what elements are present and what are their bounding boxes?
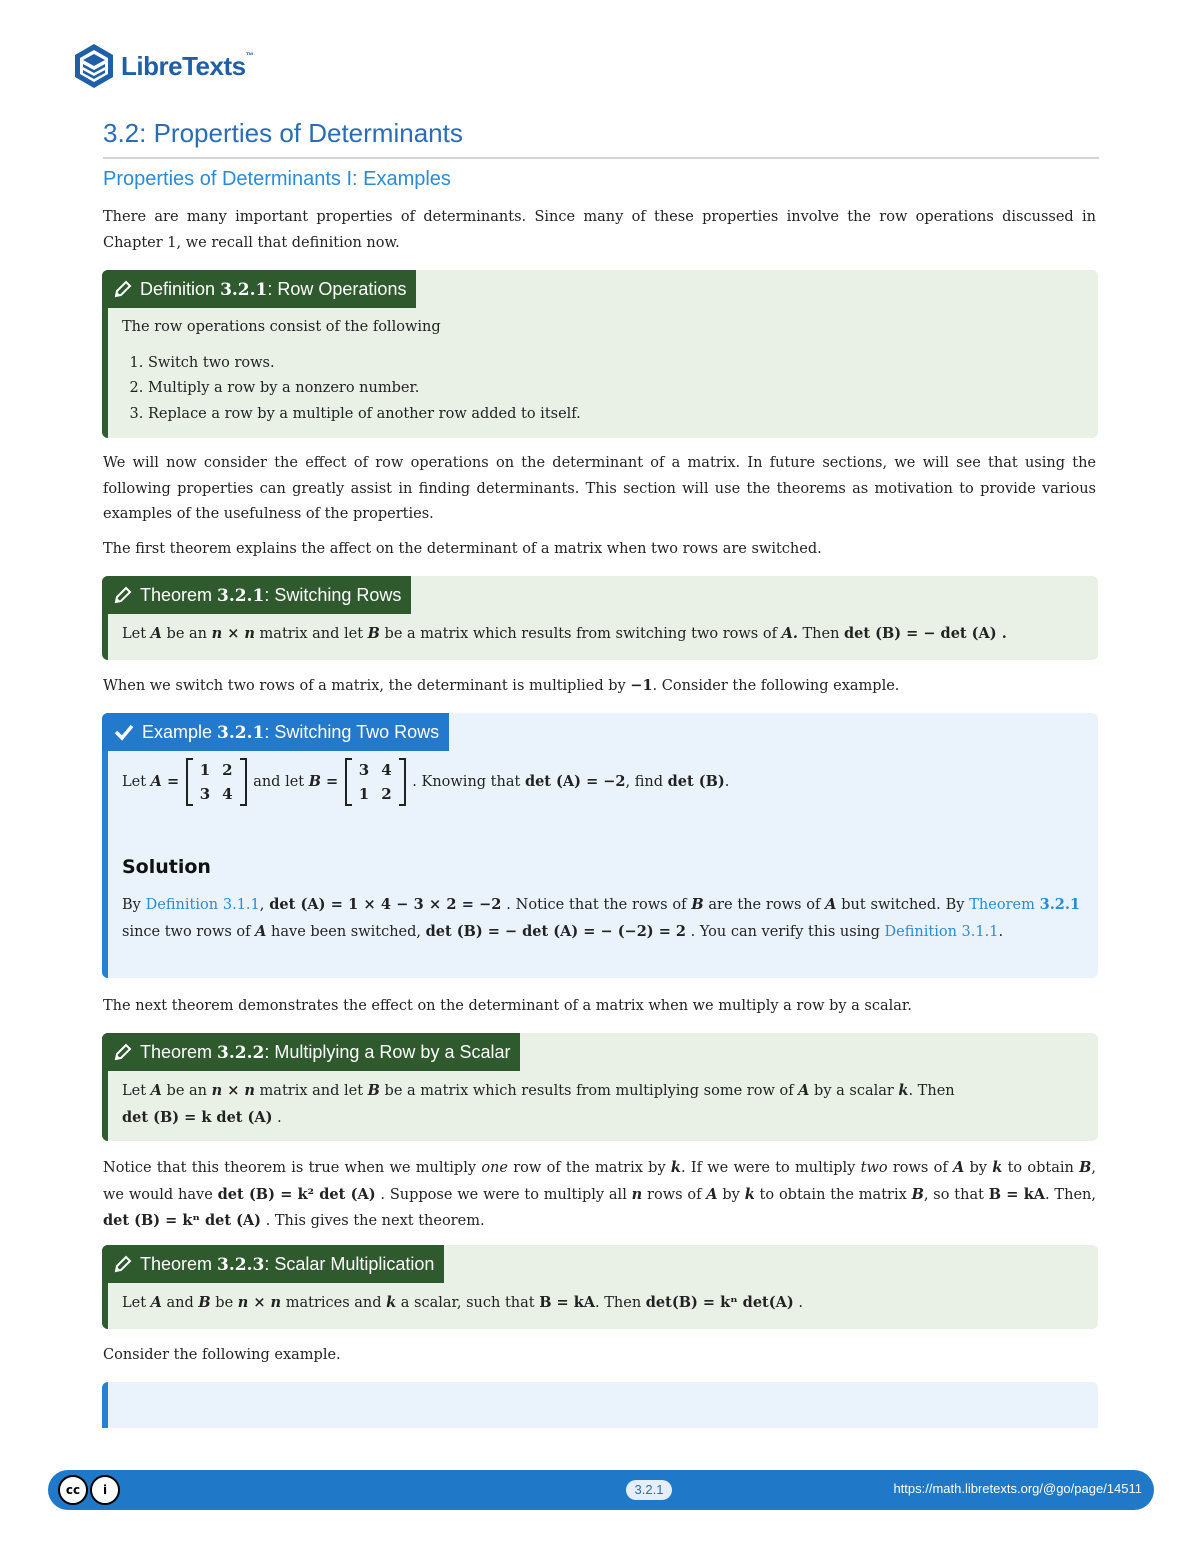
next-theorem-paragraph: The next theorem demonstrates the effect on the determinant of a matrix when we multiply a row by a scalar. — [103, 998, 912, 1014]
example-3-2-1-box — [102, 713, 1098, 978]
solution-title: Solution — [122, 856, 211, 878]
theorem-3-2-1-body: Let A be an n × n matrix and let B be a matrix which results from switching two rows of A. Then det (B) = − det (A) . — [122, 625, 1007, 642]
creative-commons-icon: cc — [58, 1475, 88, 1505]
definition-body — [122, 315, 1080, 427]
theorem-3-2-3-box — [102, 1245, 1098, 1329]
libretexts-logo-icon — [73, 42, 115, 90]
matrix-a: 1 2 3 4 — [186, 758, 247, 806]
list-item: 1. Switch two rows. — [148, 351, 1080, 377]
section-title: Properties of Determinants I: Examples — [103, 168, 451, 190]
switch-paragraph: When we switch two rows of a matrix, the determinant is multiplied by −1. Consider the following example. — [103, 677, 900, 694]
definition-header: Definition 3.2.1: Row Operations — [102, 270, 416, 308]
page-title: 3.2: Properties of Determinants — [103, 118, 1099, 159]
first-theorem-paragraph: The first theorem explains the affect on the determinant of a matrix when two rows are switched. — [103, 541, 822, 557]
definition-box — [102, 270, 1098, 438]
libretexts-logo[interactable] — [73, 40, 253, 92]
footer-bar — [48, 1470, 1154, 1510]
solution-text: By Definition 3.1.1, det (A) = 1 × 4 − 3 × 2 = −2 . Notice that the rows of B are the rows of A but switched. By Theorem 3.2.1 since two rows of A have been switched, det (B) = − det (A) = − (−2) = 2 . You can verify this using Definition 3.1.1. — [122, 896, 1081, 940]
theorem-3-2-1-link[interactable]: Theorem 3.2.1 — [969, 896, 1081, 913]
theorem-3-2-1-box — [102, 576, 1098, 660]
definition-3-1-1-link-2[interactable]: Definition 3.1.1 — [884, 923, 999, 940]
matrix-b: 3 4 1 2 — [345, 758, 406, 806]
list-item: 2. Multiply a row by a nonzero number. — [148, 376, 1080, 402]
definition-lead: The row operations consist of the following — [122, 319, 441, 335]
consider-paragraph: Consider the following example. — [103, 1347, 341, 1363]
example-3-2-1-header: Example 3.2.1: Switching Two Rows — [102, 713, 449, 751]
example-3-2-1-statement: Let A = 1 2 3 4 and let B = 3 4 1 2 . Knowing that det (A) = −2, find det (B). — [122, 758, 1080, 806]
license-badge[interactable] — [58, 1475, 120, 1505]
effects-paragraph: We will now consider the effect of row operations on the determinant of a matrix. In future sections, we will see that using the following properties can greatly assist in finding determinants. This section will use the theorems as motivation to provide various examples of the usefulness of the properties. — [103, 455, 1096, 522]
pencil-icon — [114, 586, 132, 604]
next-example-box — [102, 1382, 1098, 1428]
pencil-icon — [114, 1043, 132, 1061]
list-item: 3. Replace a row by a multiple of another row added to itself. — [148, 402, 1080, 428]
pencil-icon — [114, 280, 132, 298]
notice-paragraph: Notice that this theorem is true when we multiply one row of the matrix by k. If we were to multiply two rows of A by k to obtain B, we would have det (B) = k² det (A) . Suppose we were to multiply all n rows of A by k to obtain the matrix B, so that B = kA. Then, det (B) = kⁿ det (A) . This gives the next theorem. — [103, 1159, 1097, 1229]
theorem-3-2-2-box — [102, 1033, 1098, 1141]
logo-text: LibreTexts™ — [121, 50, 254, 81]
theorem-3-2-2-body: Let A be an n × n matrix and let B be a matrix which results from multiplying some row of A by a scalar k. Then det (B) = k det (A) . — [122, 1082, 955, 1126]
page-number: 3.2.1 — [626, 1480, 672, 1500]
theorem-3-2-3-header: Theorem 3.2.3: Scalar Multiplication — [102, 1245, 444, 1283]
definition-3-1-1-link[interactable]: Definition 3.1.1 — [145, 897, 260, 913]
intro-paragraph: There are many important properties of determinants. Since many of these properties involve the row operations discussed in Chapter 1, we recall that definition now. — [103, 209, 1096, 251]
row-operations-list — [122, 351, 1080, 428]
checkmark-icon — [114, 723, 134, 741]
theorem-3-2-1-header: Theorem 3.2.1: Switching Rows — [102, 576, 411, 614]
theorem-3-2-2-header: Theorem 3.2.2: Multiplying a Row by a Scalar — [102, 1033, 520, 1071]
page-url[interactable]: https://math.libretexts.org/@go/page/14511 — [893, 1481, 1142, 1496]
theorem-3-2-3-body: Let A and B be n × n matrices and k a scalar, such that B = kA. Then det(B) = kⁿ det(A) . — [122, 1294, 803, 1311]
attribution-icon: i — [90, 1475, 120, 1505]
pencil-icon — [114, 1255, 132, 1273]
